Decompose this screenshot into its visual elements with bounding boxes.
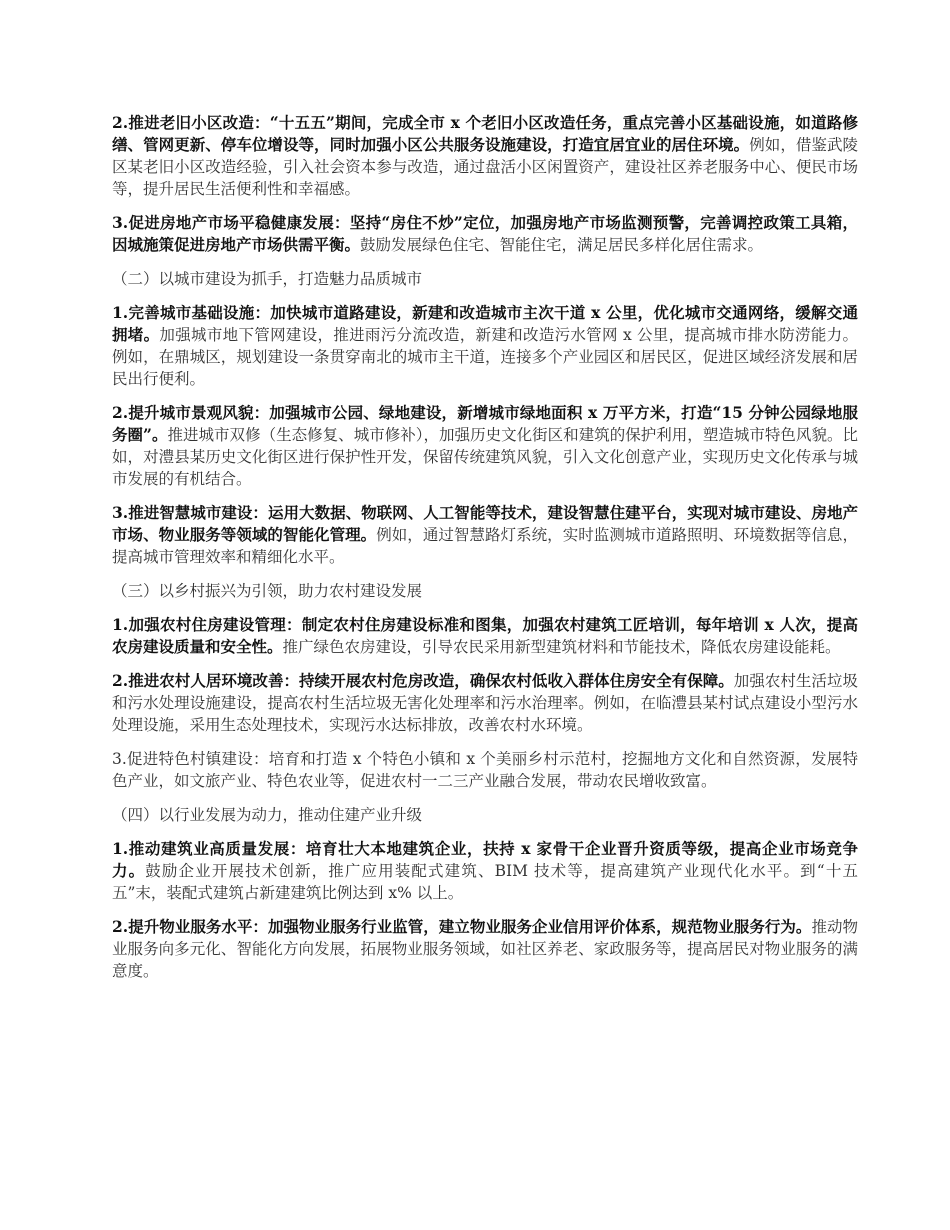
paragraph-real-estate-market: [112, 212, 858, 256]
paragraph-featured-villages: [112, 748, 858, 792]
paragraph-body: 例如，通过智慧路灯系统，实时监测城市道路照明、环境数据等信息，提高城市管理效率和精细化水平。: [112, 526, 858, 566]
paragraph-lead: 1.推动建筑业高质量发展：培育壮大本地建筑企业，扶持 x 家骨干企业晋升资质等级，提高企业市场竞争力。: [112, 839, 858, 880]
paragraph-urban-landscape: [112, 402, 858, 490]
section-heading-rural-revitalization: （三）以乡村振兴为引领，助力农村建设发展: [112, 582, 423, 600]
paragraph-body: 加强农村生活垃圾和污水处理设施建设，提高农村生活垃圾无害化处理率和污水治理率。例如，在临澧县某村试点建设小型污水处理设施，采用生态处理技术，实现污水达标排放，改善农村水环境。: [112, 672, 858, 734]
paragraph-body: 加强城市地下管网建设，推进雨污分流改造，新建和改造污水管网 x 公里，提高城市排水防涝能力。例如，在鼎城区，规划建设一条贯穿南北的城市主干道，连接多个产业园区和居民区，促进区域经济发展和居民出行便利。: [112, 326, 858, 388]
paragraph-lead: 3.推进智慧城市建设：运用大数据、物联网、人工智能等技术，建设智慧住建平台，实现对城市建设、房地产市场、物业服务等领域的智能化管理。: [112, 503, 858, 544]
paragraph-body: 推广绿色农房建设，引导农民采用新型建筑材料和节能技术，降低农房建设能耗。: [282, 638, 841, 656]
paragraph-rural-environment: [112, 670, 858, 736]
paragraph-lead: 2.推进农村人居环境改善：持续开展农村危房改造，确保农村低收入群体住房安全有保障。: [112, 671, 734, 690]
section-heading-industry-upgrade: （四）以行业发展为动力，推动住建产业升级: [112, 806, 423, 824]
paragraph-body: 鼓励发展绿色住宅、智能住宅，满足居民多样化居住需求。: [360, 236, 764, 254]
paragraph-lead: 2.推进老旧小区改造：“十五五”期间，完成全市 x 个老旧小区改造任务，重点完善小区基础设施，如道路修缮、管网更新、停车位增设等，同时加强小区公共服务设施建设，打造宜居宜业的居住环境。: [112, 113, 858, 154]
paragraph-urban-infrastructure: [112, 302, 858, 390]
paragraph-rural-housing: [112, 614, 858, 658]
paragraph-body: 推动物业服务向多元化、智能化方向发展，拓展物业服务领域，如社区养老、家政服务等，提高居民对物业服务的满意度。: [112, 918, 858, 980]
paragraph-old-community-renovation: [112, 112, 858, 200]
paragraph-body: 3.促进特色村镇建设：培育和打造 x 个特色小镇和 x 个美丽乡村示范村，挖掘地方文化和自然资源，发展特色产业，如文旅产业、特色农业等，促进农村一二三产业融合发展，带动农民增收致富。: [112, 750, 858, 790]
paragraph-smart-city: [112, 502, 858, 568]
paragraph-property-services: [112, 916, 858, 982]
paragraph-lead: 2.提升物业服务水平：加强物业服务行业监管，建立物业服务企业信用评价体系，规范物业服务行为。: [112, 917, 812, 936]
paragraph-construction-industry: [112, 838, 858, 904]
paragraph-lead: 1.加强农村住房建设管理：制定农村住房建设标准和图集，加强农村建筑工匠培训，每年培训 x 人次，提高农房建设质量和安全性。: [112, 615, 858, 656]
paragraph-lead: 3.促进房地产市场平稳健康发展：坚持“房住不炒”定位，加强房地产市场监测预警，完善调控政策工具箱，因城施策促进房地产市场供需平衡。: [112, 213, 858, 254]
paragraph-lead: 2.提升城市景观风貌：加强城市公园、绿地建设，新增城市绿地面积 x 万平方米，打造“15 分钟公园绿地服务圈”。: [112, 403, 858, 444]
paragraph-lead: 1.完善城市基础设施：加快城市道路建设，新建和改造城市主次干道 x 公里，优化城市交通网络，缓解交通拥堵。: [112, 303, 858, 344]
paragraph-body: 鼓励企业开展技术创新，推广应用装配式建筑、BIM 技术等，提高建筑产业现代化水平。到“十五五”末，装配式建筑占新建建筑比例达到 x% 以上。: [112, 862, 858, 902]
section-heading-urban-construction: （二）以城市建设为抓手，打造魅力品质城市: [112, 270, 423, 288]
paragraph-body: 例如，借鉴武陵区某老旧小区改造经验，引入社会资本参与改造，通过盘活小区闲置资产，建设社区养老服务中心、便民市场等，提升居民生活便利性和幸福感。: [112, 136, 858, 198]
paragraph-body: 推进城市双修（生态修复、城市修补），加强历史文化街区和建筑的保护利用，塑造城市特色风貌。比如，对澧县某历史文化街区进行保护性开发，保留传统建筑风貌，引入文化创意产业，实现历史文化传承与城市发展的有机结合。: [112, 426, 858, 488]
